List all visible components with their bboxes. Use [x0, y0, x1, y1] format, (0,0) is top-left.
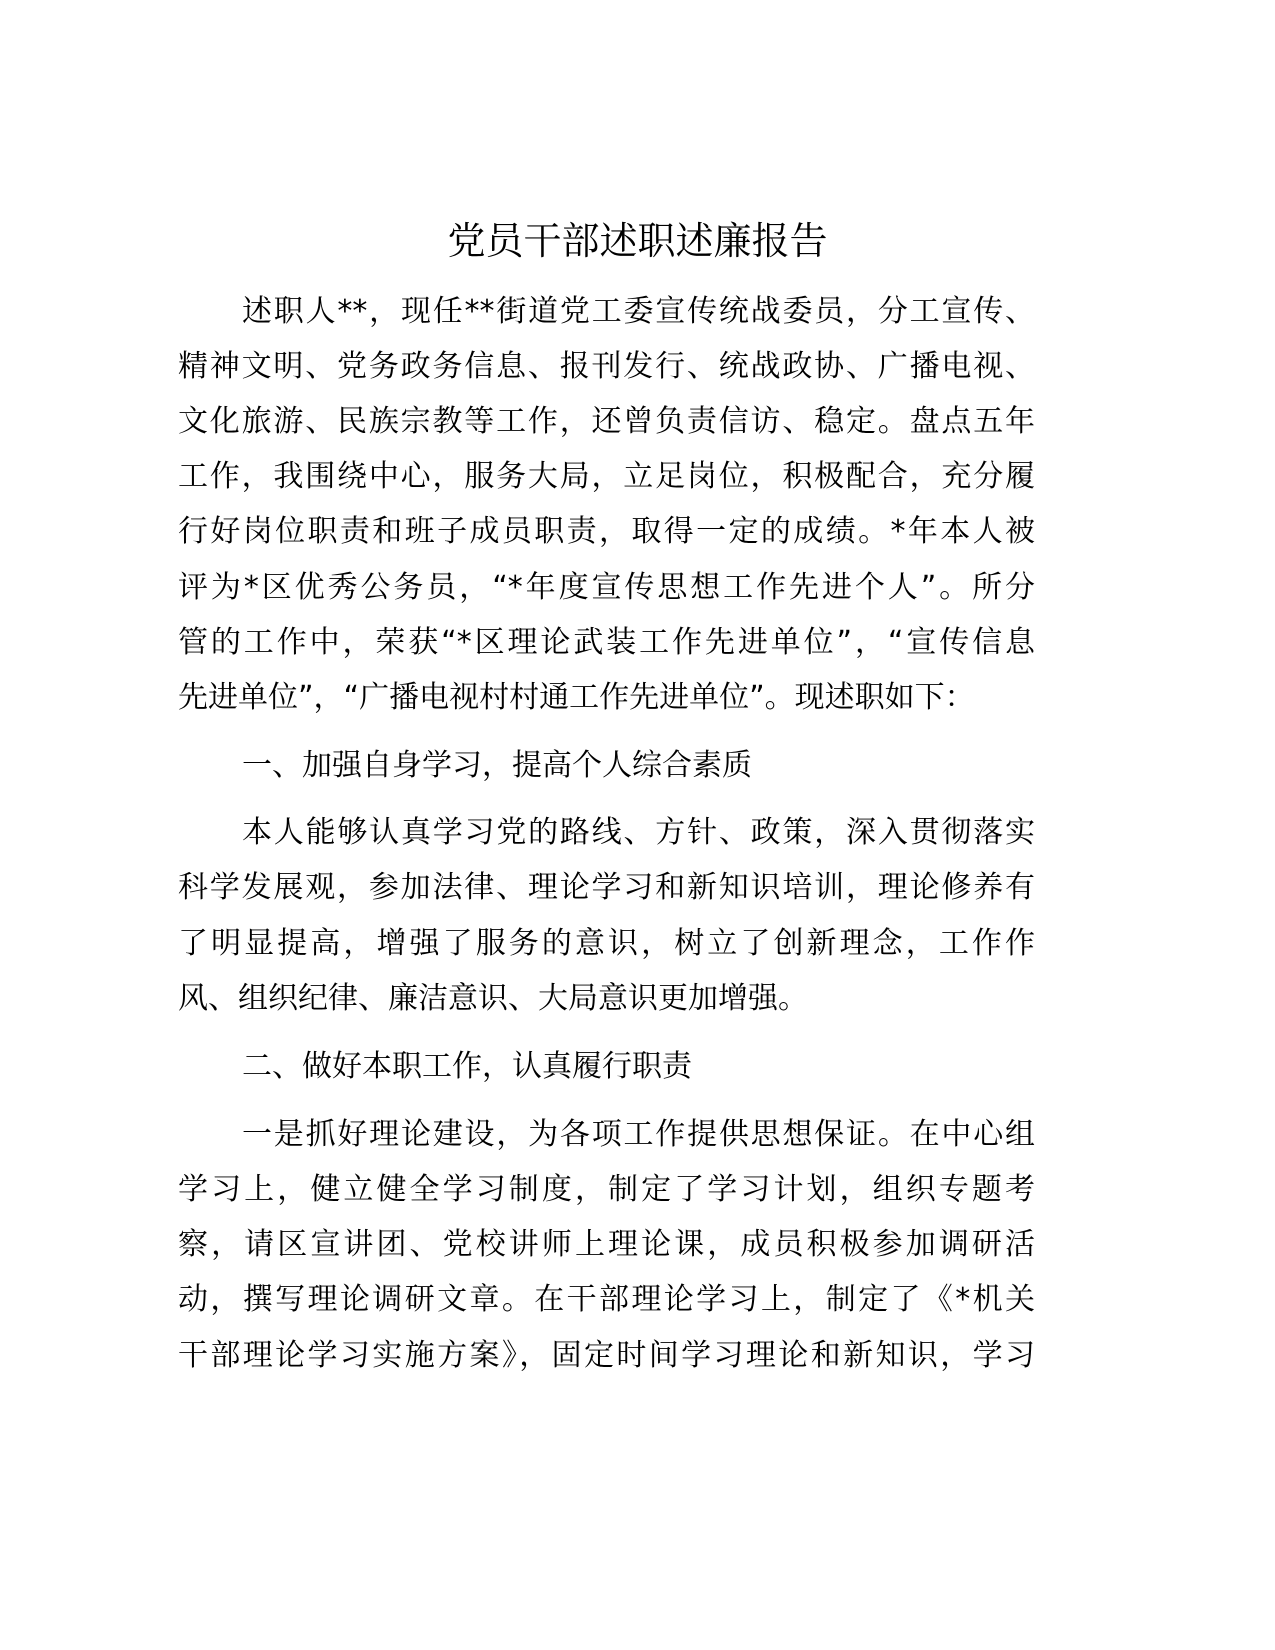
- text-line: 一是抓好理论建设，为各项工作提供思想保证。在中心组: [242, 1117, 1035, 1152]
- text-line: 精神文明、党务政务信息、报刊发行、统战政协、广播电视、: [178, 349, 1035, 384]
- text-line: 干部理论学习实施方案》，固定时间学习理论和新知识，学习: [178, 1338, 1035, 1373]
- text-line: 述职人**，现任**街道党工委宣传统战委员，分工宣传、: [242, 294, 1035, 329]
- text-line: 本人能够认真学习党的路线、方针、政策，深入贯彻落实: [242, 815, 1035, 850]
- text-line: 风、组织纪律、廉洁意识、大局意识更加增强。: [178, 981, 808, 1016]
- text-line: 先进单位”，“广播电视村村通工作先进单位”。现述职如下：: [178, 680, 975, 715]
- document-title: 党员干部述职述廉报告: [447, 219, 828, 263]
- section-heading-2: 二、做好本职工作，认真履行职责: [242, 1049, 692, 1084]
- text-line: 了明显提高，增强了服务的意识，树立了创新理念，工作作: [178, 926, 1035, 961]
- text-line: 科学发展观，参加法律、理论学习和新知识培训，理论修养有: [178, 870, 1035, 905]
- text-line: 察，请区宣讲团、党校讲师上理论课，成员积极参加调研活: [178, 1227, 1035, 1262]
- text-line: 工作，我围绕中心，服务大局，立足岗位，积极配合，充分履: [178, 459, 1035, 494]
- text-line: 文化旅游、民族宗教等工作，还曾负责信访、稳定。盘点五年: [178, 404, 1035, 439]
- text-line: 管的工作中，荣获“*区理论武装工作先进单位”，“宣传信息: [178, 625, 1035, 660]
- text-line: 行好岗位职责和班子成员职责，取得一定的成绩。*年本人被: [178, 514, 1035, 549]
- text-line: 动，撰写理论调研文章。在干部理论学习上，制定了《*机关: [178, 1282, 1035, 1317]
- text-line: 评为*区优秀公务员，“*年度宣传思想工作先进个人”。所分: [178, 570, 1035, 605]
- section-heading-1: 一、加强自身学习，提高个人综合素质: [242, 748, 752, 783]
- text-line: 学习上，健立健全学习制度，制定了学习计划，组织专题考: [178, 1172, 1035, 1207]
